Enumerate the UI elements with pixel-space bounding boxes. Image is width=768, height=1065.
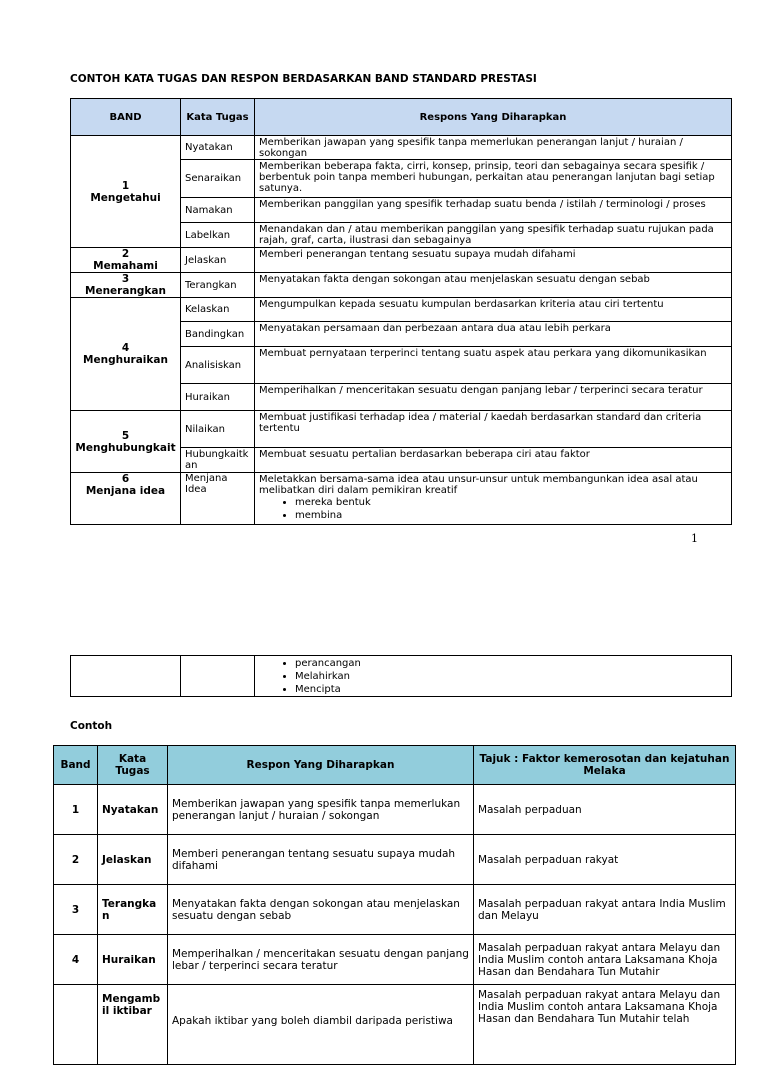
band-name: Memahami (93, 260, 158, 272)
list-item: • perancangan (295, 657, 727, 670)
kata-tugas: Bandingkan (181, 322, 255, 347)
kata-tugas: Analisiskan (181, 347, 255, 384)
tajuk-text: Masalah perpaduan rakyat antara Melayu dan India Muslim contoh antara Laksamana Khoja Hasan dan Bendahara Tun Mutahir telah (474, 985, 736, 1065)
kata-tugas: Jelaskan (181, 248, 255, 273)
header-respon: Respon Yang Diharapkan (168, 746, 474, 785)
respon-text: Memberi penerangan tentang sesuatu supaya mudah difahami (168, 835, 474, 885)
respons-text: Memberikan jawapan yang spesifik tanpa memerlukan penerangan lanjut / huraian / sokongan (255, 136, 732, 160)
band-number: 3 (121, 273, 130, 285)
kata-tugas: Kelaskan (181, 298, 255, 322)
band-number: 2 (54, 835, 98, 885)
band-1-cell (71, 136, 181, 248)
band-number (54, 985, 98, 1065)
band-number: 5 (121, 429, 130, 442)
respons-cell (255, 473, 732, 525)
respons-cell (255, 656, 732, 697)
respons-text: Menyatakan fakta dengan sokongan atau menjelaskan sesuatu dengan sebab (255, 273, 732, 298)
band-number: 4 (121, 342, 130, 354)
band-5-cell (71, 411, 181, 473)
band-3-cell (71, 273, 181, 298)
kata-tugas: Senaraikan (181, 160, 255, 198)
respons-text: Menyatakan persamaan dan perbezaan antara dua atau lebih perkara (255, 322, 732, 347)
tajuk-text: Masalah perpaduan rakyat (474, 835, 736, 885)
band-6-cell (71, 473, 181, 525)
respon-text: Memberikan jawapan yang spesifik tanpa memerlukan penerangan lanjut / huraian / sokongan (168, 785, 474, 835)
respons-text: Menandakan dan / atau memberikan panggilan yang spesifik terhadap suatu rujukan pada rajah, graf, carta, ilustrasi dan sebagainya (255, 223, 732, 248)
header-band: Band (54, 746, 98, 785)
respons-text: Membuat pernyataan terperinci tentang suatu aspek atau perkara yang dikomunikasikan (255, 347, 732, 384)
respons-text: Memberikan beberapa fakta, cirri, konsep, prinsip, teori dan sebagainya secara spesifik / berbentuk poin tanpa memberi hubungan, perkaitan atau penerangan lanjutan bagi setiap satunya. (255, 160, 732, 198)
band-name: Mengetahui (90, 191, 161, 204)
band-number: 1 (54, 785, 98, 835)
band-table (70, 98, 732, 525)
tajuk-text: Masalah perpaduan rakyat antara Melayu dan India Muslim contoh antara Laksamana Khoja Hasan dan Bendahara Tun Mutahir (474, 935, 736, 985)
kata-tugas: Jelaskan (98, 835, 168, 885)
band-number: 2 (121, 248, 130, 260)
document-title: CONTOH KATA TUGAS DAN RESPON BERDASARKAN BAND STANDARD PRESTASI (70, 73, 537, 85)
empty-cell (71, 656, 181, 697)
respon-text: Menyatakan fakta dengan sokongan atau menjelaskan sesuatu dengan sebab (168, 885, 474, 935)
band-number: 1 (121, 179, 130, 192)
kata-tugas: Terangkan (181, 273, 255, 298)
kata-tugas: Nilaikan (181, 411, 255, 448)
kata-tugas: Labelkan (181, 223, 255, 248)
respons-text: Mengumpulkan kepada sesuatu kumpulan berdasarkan kriteria atau ciri tertentu (255, 298, 732, 322)
list-item: • Melahirkan (295, 670, 727, 683)
tajuk-text: Masalah perpaduan (474, 785, 736, 835)
page-number: 1 (691, 532, 698, 545)
kata-tugas: Namakan (181, 198, 255, 223)
bullet-list (259, 496, 727, 522)
respons-text: Memperihalkan / menceritakan sesuatu dengan panjang lebar / terperinci secara teratur (255, 384, 732, 411)
header-kata-tugas: Kata Tugas (181, 99, 255, 136)
band-name: Menghuraikan (83, 354, 168, 366)
kata-tugas: Menjana Idea (181, 473, 255, 525)
band-2-cell (71, 248, 181, 273)
kata-tugas: Terangkan (98, 885, 168, 935)
kata-tugas: Mengambil iktibar (98, 985, 168, 1065)
respons-text: Meletakkan bersama-sama idea atau unsur-unsur untuk membangunkan idea asal atau melibatkan diri dalam pemikiran kreatif (259, 474, 698, 496)
band-number: 3 (54, 885, 98, 935)
respon-text: Memperihalkan / menceritakan sesuatu dengan panjang lebar / terperinci secara teratur (168, 935, 474, 985)
respons-text: Memberi penerangan tentang sesuatu supaya mudah difahami (255, 248, 732, 273)
respons-text: Membuat justifikasi terhadap idea / material / kaedah berdasarkan standard dan criteria tertentu (255, 411, 732, 448)
contoh-label: Contoh (70, 720, 113, 732)
respon-text: Apakah iktibar yang boleh diambil daripada peristiwa (168, 985, 474, 1065)
empty-cell (181, 656, 255, 697)
contoh-table (53, 745, 736, 1065)
kata-tugas: Huraikan (181, 384, 255, 411)
bullet-list (259, 657, 727, 696)
band-4-cell (71, 298, 181, 411)
header-kata-tugas: Kata Tugas (98, 746, 168, 785)
respons-text: Memberikan panggilan yang spesifik terhadap suatu benda / istilah / terminologi / proses (255, 198, 732, 223)
band-name: Menghubungkait (75, 441, 176, 454)
band-name: Menerangkan (85, 285, 166, 297)
tajuk-text: Masalah perpaduan rakyat antara India Muslim dan Melayu (474, 885, 736, 935)
list-item: • Mencipta (295, 683, 727, 696)
respons-text: Membuat sesuatu pertalian berdasarkan beberapa ciri atau faktor (255, 448, 732, 473)
header-band: BAND (71, 99, 181, 136)
header-respons: Respons Yang Diharapkan (255, 99, 732, 136)
band-number: 6 (121, 473, 130, 485)
band-number: 4 (54, 935, 98, 985)
kata-tugas: Huraikan (98, 935, 168, 985)
list-item: • membina (295, 509, 727, 522)
band-name: Menjana idea (85, 485, 166, 497)
kata-tugas: Hubungkaitkan (181, 448, 255, 473)
continuation-table (70, 655, 732, 697)
header-tajuk: Tajuk : Faktor kemerosotan dan kejatuhan Melaka (474, 746, 736, 785)
kata-tugas: Nyatakan (98, 785, 168, 835)
kata-tugas: Nyatakan (181, 136, 255, 160)
list-item: • mereka bentuk (295, 496, 727, 509)
